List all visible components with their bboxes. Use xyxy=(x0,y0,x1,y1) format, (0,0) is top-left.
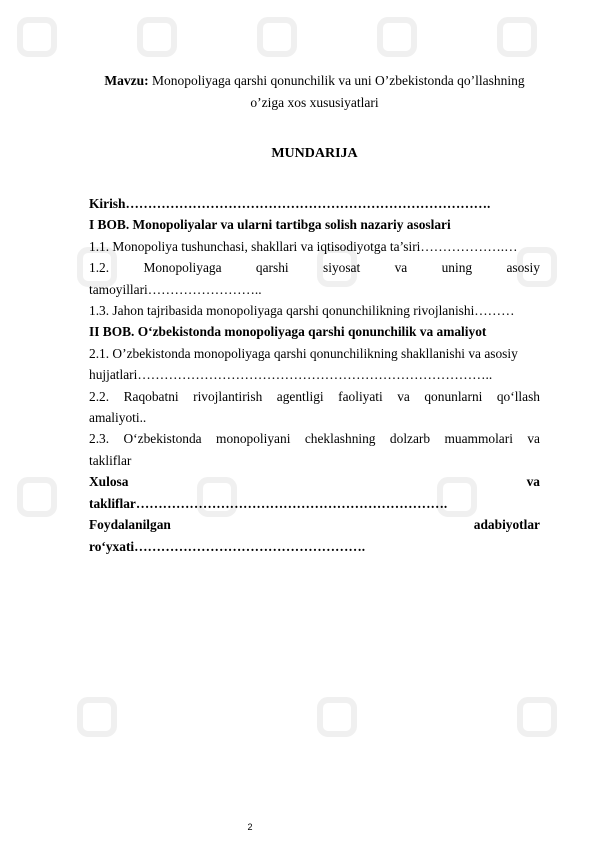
toc-word: Raqobatni xyxy=(123,388,179,404)
topic-line-1 xyxy=(89,70,540,92)
toc-word: Monopoliyaga xyxy=(143,260,222,276)
topic-label: Mavzu: xyxy=(104,73,149,88)
toc-intro[interactable]: Kirish………………………………………………………………………. xyxy=(89,196,491,211)
toc-word: Foydalanilgan xyxy=(89,517,171,533)
toc-section-1-1[interactable]: 1.1. Monopoliya tushunchasi, shakllari va iqtisodiyotga ta’siri……………….… xyxy=(89,238,518,254)
toc-word: va xyxy=(527,431,540,447)
toc-word: O‘zbekistonda xyxy=(123,431,202,447)
toc-word: faoliyati xyxy=(338,388,383,404)
toc-word: agentligi xyxy=(276,388,324,404)
toc-word: muammolari xyxy=(444,431,513,447)
toc-chapter-2[interactable]: II BOB. O‘zbekistonda monopoliyaga qarshi qonunchilik va amaliyot xyxy=(89,324,487,340)
toc-heading: MUNDARIJA xyxy=(271,146,358,161)
toc-references-tail[interactable]: ro‘yxati……………………………………………. xyxy=(89,538,366,554)
toc-section-2-2[interactable] xyxy=(89,386,540,407)
topic-text-2: o’ziga xos xususiyatlari xyxy=(250,95,379,110)
toc-section-2-2-tail[interactable]: amaliyoti.. xyxy=(89,410,147,426)
toc-word: Xulosa xyxy=(89,474,129,490)
toc-word: dolzarb xyxy=(389,431,431,447)
topic-text-1: Monopoliyaga qarshi qonunchilik va uni O’zbekistonda qo’llashning xyxy=(151,73,525,88)
toc-word: qonunlarni xyxy=(424,388,483,404)
topic-block xyxy=(89,70,540,114)
toc-section-2-3-tail[interactable]: takliflar xyxy=(89,452,132,468)
toc-word: va xyxy=(526,474,540,490)
toc-word: 1.2. xyxy=(89,260,110,276)
toc-word: cheklashning xyxy=(304,431,376,447)
toc-section-2-1[interactable]: 2.1. O’zbekistonda monopoliyaga qarshi qonunchilikning shakllanishi va asosiy xyxy=(89,345,518,361)
toc-conclusion-tail[interactable]: takliflar……………………………………………………………. xyxy=(89,495,448,511)
toc-section-1-2-tail[interactable]: tamoyillari…………………….. xyxy=(89,281,262,297)
toc-word: qarshi xyxy=(255,260,289,276)
toc-section-2-1-tail[interactable]: hujjatlari…………………………………………………………………….. xyxy=(89,367,493,383)
toc-section-1-2[interactable] xyxy=(89,257,540,278)
toc-word: va xyxy=(394,260,408,276)
toc-word: adabiyotlar xyxy=(473,517,540,533)
toc-word: uning xyxy=(441,260,473,276)
page-number: 2 xyxy=(247,822,253,832)
toc-conclusion[interactable] xyxy=(89,471,540,492)
toc-word: 2.2. xyxy=(89,388,110,404)
toc-word: 2.3. xyxy=(89,431,110,447)
toc-word: siyosat xyxy=(323,260,361,276)
toc-references[interactable] xyxy=(89,514,540,535)
toc-section-1-3[interactable]: 1.3. Jahon tajribasida monopoliyaga qarshi qonunchilikning rivojlanishi……… xyxy=(89,303,515,319)
toc-chapter-1[interactable]: I BOB. Monopoliyalar va ularni tartibga solish nazariy asoslari xyxy=(89,217,451,233)
toc-section-2-3[interactable] xyxy=(89,428,540,449)
toc-word: rivojlantirish xyxy=(193,388,263,404)
toc-word: qo‘llash xyxy=(496,388,540,404)
table-of-contents xyxy=(89,193,540,557)
toc-word: asosiy xyxy=(506,260,540,276)
toc-word: va xyxy=(397,388,410,404)
toc-word: monopoliyani xyxy=(216,431,291,447)
